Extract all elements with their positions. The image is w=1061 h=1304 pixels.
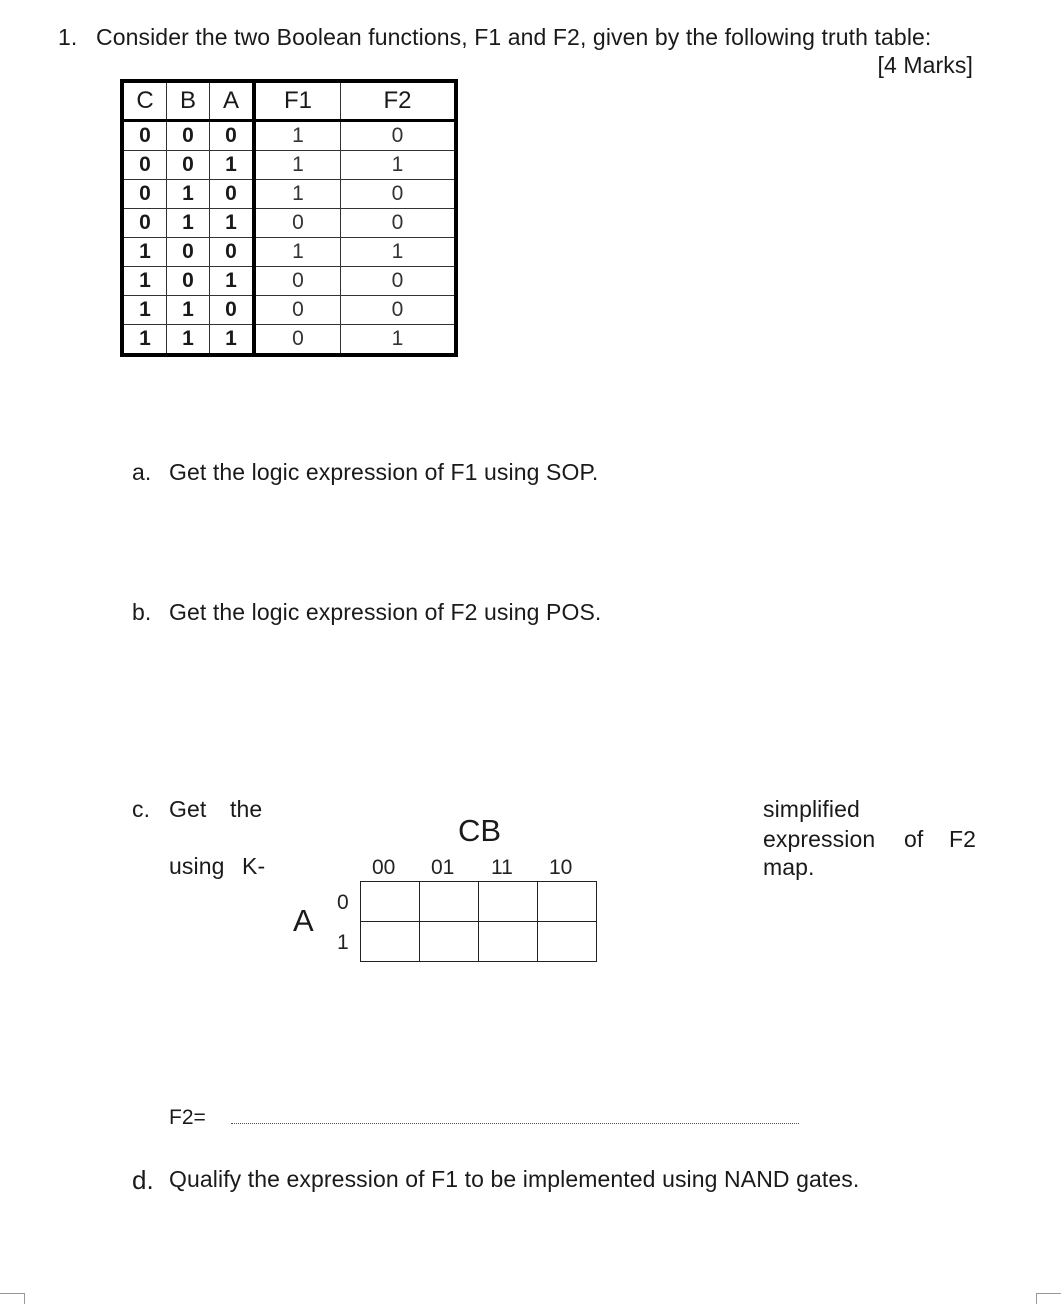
kmap-col-label-11: 11 xyxy=(491,856,513,879)
header-f2: F2 xyxy=(341,81,457,121)
kmap-cell[interactable] xyxy=(420,882,479,922)
cell-f1: 0 xyxy=(254,296,341,325)
part-d-label: d. xyxy=(132,1165,154,1195)
header-f1: F1 xyxy=(254,81,341,121)
kmap-row-var: A xyxy=(293,903,314,938)
kmap-cell[interactable] xyxy=(538,922,597,962)
cell-f2: 0 xyxy=(341,121,457,151)
cell-f2: 0 xyxy=(341,296,457,325)
part-c-word-the: the xyxy=(230,796,263,822)
part-c-right-line1: simplified xyxy=(763,796,860,822)
cell-b: 1 xyxy=(167,209,210,238)
cell-f1: 0 xyxy=(254,267,341,296)
header-b: B xyxy=(167,81,210,121)
cell-a: 1 xyxy=(210,267,255,296)
cell-f1: 1 xyxy=(254,180,341,209)
cell-c: 1 xyxy=(122,296,167,325)
cell-c: 0 xyxy=(122,209,167,238)
kmap-cell[interactable] xyxy=(479,882,538,922)
cell-b: 1 xyxy=(167,180,210,209)
cell-a: 0 xyxy=(210,180,255,209)
cell-a: 1 xyxy=(210,325,255,356)
page-corner-left xyxy=(0,1293,25,1304)
table-row xyxy=(122,296,456,325)
part-c-right-line3: map. xyxy=(763,854,815,880)
kmap-col-var: CB xyxy=(458,813,502,848)
header-a: A xyxy=(210,81,255,121)
part-c-right-line2b: of xyxy=(904,826,924,852)
kmap-row-label-0: 0 xyxy=(337,891,349,914)
cell-c: 0 xyxy=(122,151,167,180)
kmap-cell[interactable] xyxy=(361,922,420,962)
cell-a: 1 xyxy=(210,209,255,238)
part-c-right-line2a: expression xyxy=(763,826,876,852)
part-c-word-k: K- xyxy=(242,853,266,879)
cell-f1: 1 xyxy=(254,121,341,151)
cell-b: 0 xyxy=(167,121,210,151)
table-row xyxy=(122,325,456,356)
cell-f2: 0 xyxy=(341,209,457,238)
marks-label: [4 Marks] xyxy=(877,52,973,78)
cell-a: 0 xyxy=(210,296,255,325)
kmap-col-label-01: 01 xyxy=(431,856,455,879)
truth-table-header xyxy=(122,81,456,121)
cell-b: 0 xyxy=(167,238,210,267)
truth-table-body xyxy=(122,121,456,356)
kmap-col-label-10: 10 xyxy=(549,856,573,879)
cell-c: 1 xyxy=(122,325,167,356)
question-stem: Consider the two Boolean functions, F1 and F2, given by the following truth table: xyxy=(96,24,932,50)
part-c-word-get: Get xyxy=(169,796,207,822)
cell-f2: 1 xyxy=(341,238,457,267)
cell-f1: 1 xyxy=(254,151,341,180)
table-row xyxy=(122,180,456,209)
answer-label: F2= xyxy=(169,1106,206,1129)
part-a-label: a. xyxy=(132,459,152,485)
cell-b: 1 xyxy=(167,325,210,356)
cell-f1: 1 xyxy=(254,238,341,267)
kmap-row-1 xyxy=(361,922,597,962)
table-row xyxy=(122,121,456,151)
cell-f2: 1 xyxy=(341,151,457,180)
cell-f2: 1 xyxy=(341,325,457,356)
table-row xyxy=(122,238,456,267)
page-corner-right xyxy=(1036,1293,1061,1304)
cell-a: 0 xyxy=(210,238,255,267)
cell-f1: 0 xyxy=(254,325,341,356)
part-b-text: Get the logic expression of F2 using POS. xyxy=(169,599,602,625)
kmap-cell[interactable] xyxy=(479,922,538,962)
table-row xyxy=(122,267,456,296)
cell-a: 1 xyxy=(210,151,255,180)
kmap-grid xyxy=(360,881,597,962)
kmap-cell[interactable] xyxy=(420,922,479,962)
table-row xyxy=(122,151,456,180)
cell-c: 0 xyxy=(122,180,167,209)
answer-line[interactable] xyxy=(231,1123,799,1124)
kmap-cell[interactable] xyxy=(538,882,597,922)
truth-table xyxy=(120,79,458,357)
cell-b: 0 xyxy=(167,151,210,180)
kmap-col-label-00: 00 xyxy=(372,856,396,879)
table-row xyxy=(122,209,456,238)
kmap-row-0 xyxy=(361,882,597,922)
part-b-label: b. xyxy=(132,599,152,625)
cell-c: 1 xyxy=(122,238,167,267)
part-c-word-using: using xyxy=(169,853,225,879)
question-number: 1. xyxy=(58,24,78,50)
cell-a: 0 xyxy=(210,121,255,151)
part-d-text: Qualify the expression of F1 to be implemented using NAND gates. xyxy=(169,1166,860,1192)
cell-c: 1 xyxy=(122,267,167,296)
cell-f2: 0 xyxy=(341,180,457,209)
cell-b: 1 xyxy=(167,296,210,325)
kmap-row-label-1: 1 xyxy=(337,931,349,954)
cell-b: 0 xyxy=(167,267,210,296)
cell-f2: 0 xyxy=(341,267,457,296)
cell-c: 0 xyxy=(122,121,167,151)
header-c: C xyxy=(122,81,167,121)
part-c-label: c. xyxy=(132,796,151,822)
part-a-text: Get the logic expression of F1 using SOP. xyxy=(169,459,599,485)
part-c-right-line2c: F2 xyxy=(949,826,977,852)
kmap-cell[interactable] xyxy=(361,882,420,922)
cell-f1: 0 xyxy=(254,209,341,238)
